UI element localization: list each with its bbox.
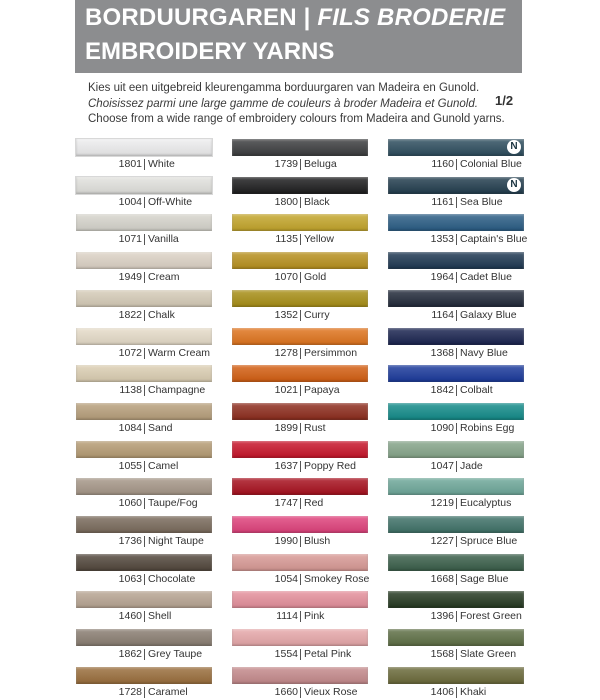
- label-divider: [456, 234, 457, 245]
- label-divider: [144, 536, 145, 547]
- label-divider: [144, 461, 145, 472]
- color-swatch: [232, 252, 368, 269]
- color-swatch: [388, 403, 524, 420]
- label-divider: [456, 348, 457, 359]
- color-swatch: [388, 441, 524, 458]
- color-code: 1747: [274, 497, 298, 509]
- swatch-label: [232, 233, 368, 247]
- color-name: Taupe/Fog: [148, 497, 198, 509]
- color-swatch: [388, 290, 524, 307]
- color-swatch: [76, 403, 212, 420]
- color-name: Eucalyptus: [460, 497, 512, 509]
- swatch-label: [76, 648, 212, 662]
- color-swatch: [76, 177, 212, 194]
- color-swatch: [232, 139, 368, 156]
- label-divider: [456, 197, 457, 208]
- swatch-label: [388, 460, 524, 474]
- color-code: 1160: [431, 158, 454, 170]
- color-swatch: [232, 516, 368, 533]
- label-divider: [456, 385, 457, 396]
- color-name: Shell: [148, 610, 172, 622]
- swatch-label: [76, 535, 212, 549]
- color-name: Blush: [304, 535, 331, 547]
- color-code: 1964: [430, 271, 454, 283]
- color-code: 1353: [430, 233, 454, 245]
- color-name: Colbalt: [460, 384, 493, 396]
- swatch-label: [76, 233, 212, 247]
- swatch-label: [388, 686, 524, 700]
- color-code: 1004: [118, 196, 142, 208]
- swatch-label: [232, 686, 368, 700]
- color-code: 1668: [430, 573, 454, 585]
- label-divider: [300, 310, 301, 321]
- swatch-label: [232, 497, 368, 511]
- color-name: Colonial Blue: [460, 158, 522, 170]
- color-swatch: [388, 252, 524, 269]
- swatch-label: [388, 384, 524, 398]
- color-code: 1161: [431, 196, 454, 208]
- label-divider: [456, 687, 457, 698]
- label-divider: [300, 574, 301, 585]
- color-swatch: [388, 629, 524, 646]
- swatch-label: [232, 648, 368, 662]
- color-name: Warm Cream: [148, 347, 211, 359]
- label-divider: [456, 159, 457, 170]
- swatch-label: [232, 573, 368, 587]
- color-swatch: [76, 365, 212, 382]
- color-name: Yellow: [304, 233, 334, 245]
- label-divider: [300, 385, 301, 396]
- new-badge-icon: N: [507, 178, 521, 192]
- swatch-label: [388, 309, 524, 323]
- swatch-label: [388, 648, 524, 662]
- page-header: [75, 0, 522, 73]
- color-name: Vieux Rose: [304, 686, 358, 698]
- color-swatch: [76, 214, 212, 231]
- color-code: 1114: [276, 610, 298, 622]
- color-code: 1063: [118, 573, 142, 585]
- label-divider: [144, 348, 145, 359]
- color-name: Persimmon: [304, 347, 358, 359]
- color-swatch: [76, 252, 212, 269]
- color-swatch: [76, 290, 212, 307]
- color-name: Beluga: [304, 158, 337, 170]
- label-divider: [456, 536, 457, 547]
- swatch-label: [232, 347, 368, 361]
- color-swatch: [76, 328, 212, 345]
- swatch-label: [388, 347, 524, 361]
- label-divider: [144, 498, 145, 509]
- swatch-label: [388, 158, 524, 172]
- label-divider: [144, 423, 145, 434]
- color-code: 1396: [430, 610, 454, 622]
- color-code: 1801: [118, 158, 142, 170]
- color-name: Poppy Red: [304, 460, 356, 472]
- label-divider: [300, 687, 301, 698]
- color-swatch: [232, 591, 368, 608]
- color-code: 1135: [275, 233, 298, 245]
- swatch-label: [76, 309, 212, 323]
- color-name: Red: [304, 497, 324, 509]
- label-divider: [144, 385, 145, 396]
- color-name: Galaxy Blue: [460, 309, 517, 321]
- color-code: 1660: [274, 686, 298, 698]
- swatch-label: [232, 271, 368, 285]
- color-swatch: [76, 667, 212, 684]
- color-name: Night Taupe: [148, 535, 204, 547]
- color-name: Forest Green: [460, 610, 522, 622]
- color-swatch: [76, 629, 212, 646]
- label-divider: [144, 197, 145, 208]
- label-divider: [300, 611, 301, 622]
- color-swatch: [76, 554, 212, 571]
- color-code: 1554: [274, 648, 298, 660]
- label-divider: [144, 687, 145, 698]
- title-french: FILS BRODERIE: [317, 4, 506, 31]
- color-swatch: [76, 591, 212, 608]
- color-name: Grey Taupe: [148, 648, 203, 660]
- color-name: White: [148, 158, 175, 170]
- color-code: 1739: [274, 158, 298, 170]
- label-divider: [456, 574, 457, 585]
- swatch-label: [232, 610, 368, 624]
- color-code: 1219: [430, 497, 454, 509]
- color-code: 1842: [430, 384, 454, 396]
- swatch-label: [388, 497, 524, 511]
- label-divider: [456, 461, 457, 472]
- color-code: 1047: [430, 460, 454, 472]
- label-divider: [456, 310, 457, 321]
- color-code: 1460: [118, 610, 142, 622]
- color-swatch: [232, 365, 368, 382]
- color-swatch: [232, 478, 368, 495]
- color-name: Pink: [304, 610, 325, 622]
- color-name: Caramel: [148, 686, 188, 698]
- swatch-label: [76, 347, 212, 361]
- label-divider: [300, 348, 301, 359]
- color-code: 1736: [118, 535, 142, 547]
- color-code: 1637: [274, 460, 298, 472]
- color-name: Robins Egg: [460, 422, 515, 434]
- color-code: 1084: [118, 422, 142, 434]
- label-divider: [300, 423, 301, 434]
- label-divider: [300, 272, 301, 283]
- color-code: 1899: [274, 422, 298, 434]
- color-swatch: [388, 554, 524, 571]
- color-swatch: [388, 516, 524, 533]
- label-divider: [300, 649, 301, 660]
- color-name: Petal Pink: [304, 648, 352, 660]
- swatch-label: [232, 384, 368, 398]
- color-code: 1352: [274, 309, 298, 321]
- label-divider: [300, 159, 301, 170]
- color-code: 1227: [430, 535, 454, 547]
- new-badge-icon: N: [507, 140, 521, 154]
- swatch-label: [388, 535, 524, 549]
- color-name: Navy Blue: [460, 347, 508, 359]
- color-name: Khaki: [460, 686, 487, 698]
- label-divider: [456, 272, 457, 283]
- label-divider: [300, 234, 301, 245]
- color-code: 1060: [118, 497, 142, 509]
- color-swatch: [76, 441, 212, 458]
- color-swatch: [388, 214, 524, 231]
- color-swatch: [232, 629, 368, 646]
- label-divider: [144, 234, 145, 245]
- color-code: 1138: [119, 384, 142, 396]
- color-swatch: [232, 177, 368, 194]
- label-divider: [144, 159, 145, 170]
- title-dutch: BORDUURGAREN |: [85, 4, 318, 31]
- color-code: 1090: [430, 422, 454, 434]
- swatch-label: [388, 196, 524, 210]
- color-name: Rust: [304, 422, 326, 434]
- color-name: Jade: [460, 460, 483, 472]
- color-name: Captain's Blue: [460, 233, 528, 245]
- swatch-label: [232, 460, 368, 474]
- color-swatch: [232, 214, 368, 231]
- swatch-label: [76, 610, 212, 624]
- color-name: Off-White: [148, 196, 193, 208]
- label-divider: [144, 574, 145, 585]
- color-swatch: [232, 554, 368, 571]
- intro-text: [88, 81, 508, 128]
- swatch-label: [388, 422, 524, 436]
- label-divider: [144, 611, 145, 622]
- swatch-label: [232, 158, 368, 172]
- label-divider: [456, 649, 457, 660]
- color-name: Smokey Rose: [304, 573, 370, 585]
- label-divider: [144, 649, 145, 660]
- color-code: 1862: [118, 648, 142, 660]
- color-code: 1822: [118, 309, 142, 321]
- color-swatch: [388, 667, 524, 684]
- color-code: 1072: [118, 347, 142, 359]
- swatch-label: [388, 610, 524, 624]
- color-swatch: [76, 478, 212, 495]
- color-swatch: [388, 365, 524, 382]
- color-name: Spruce Blue: [460, 535, 518, 547]
- title-english: EMBROIDERY YARNS: [85, 38, 335, 65]
- color-code: 1800: [274, 196, 298, 208]
- intro-french: Choisissez parmi une large gamme de couleurs à broder Madeira et Gunold.: [88, 97, 478, 110]
- color-code: 1164: [431, 309, 454, 321]
- page-number: 1/2: [495, 93, 514, 108]
- title-line-1: [85, 4, 505, 32]
- label-divider: [144, 310, 145, 321]
- color-swatch: [388, 177, 524, 194]
- label-divider: [300, 498, 301, 509]
- label-divider: [456, 498, 457, 509]
- color-name: Chocolate: [148, 573, 196, 585]
- swatch-label: [76, 460, 212, 474]
- color-swatch: [388, 139, 524, 156]
- color-name: Sea Blue: [460, 196, 503, 208]
- swatch-label: [232, 196, 368, 210]
- swatch-label: [76, 196, 212, 210]
- color-swatch: [388, 591, 524, 608]
- swatch-label: [76, 271, 212, 285]
- color-swatch: [232, 441, 368, 458]
- color-swatch: [76, 139, 212, 156]
- swatch-label: [232, 535, 368, 549]
- label-divider: [300, 461, 301, 472]
- color-name: Sand: [148, 422, 173, 434]
- color-name: Gold: [304, 271, 327, 283]
- color-swatch: [388, 478, 524, 495]
- swatch-label: [388, 271, 524, 285]
- color-swatch: [76, 516, 212, 533]
- swatch-label: [76, 422, 212, 436]
- label-divider: [144, 272, 145, 283]
- color-code: 1568: [430, 648, 454, 660]
- color-code: 1054: [274, 573, 298, 585]
- color-swatch: [388, 328, 524, 345]
- color-name: Black: [304, 196, 330, 208]
- label-divider: [300, 197, 301, 208]
- color-name: Champagne: [148, 384, 206, 396]
- color-code: 1990: [274, 535, 298, 547]
- intro-dutch: Kies uit een uitgebreid kleurengamma borduurgaren van Madeira en Gunold.: [88, 82, 480, 94]
- intro-english: Choose from a wide range of embroidery colours from Madeira and Gunold yarns.: [88, 113, 505, 125]
- color-name: Slate Green: [460, 648, 517, 660]
- color-name: Papaya: [304, 384, 340, 396]
- swatch-label: [76, 384, 212, 398]
- color-name: Sage Blue: [460, 573, 509, 585]
- color-code: 1070: [274, 271, 298, 283]
- swatch-label: [232, 422, 368, 436]
- color-name: Vanilla: [148, 233, 179, 245]
- color-code: 1728: [118, 686, 142, 698]
- label-divider: [300, 536, 301, 547]
- swatch-label: [76, 573, 212, 587]
- color-code: 1278: [274, 347, 298, 359]
- color-name: Curry: [304, 309, 330, 321]
- swatch-label: [76, 686, 212, 700]
- color-swatch: [232, 290, 368, 307]
- color-name: Chalk: [148, 309, 175, 321]
- swatch-label: [388, 573, 524, 587]
- color-swatch: [232, 403, 368, 420]
- swatch-label: [76, 497, 212, 511]
- color-code: 1368: [430, 347, 454, 359]
- swatch-label: [76, 158, 212, 172]
- color-code: 1071: [118, 233, 142, 245]
- color-code: 1949: [118, 271, 142, 283]
- label-divider: [456, 611, 457, 622]
- color-swatch: [232, 667, 368, 684]
- swatch-label: [388, 233, 528, 247]
- color-code: 1055: [118, 460, 142, 472]
- label-divider: [456, 423, 457, 434]
- color-code: 1021: [274, 384, 298, 396]
- color-code: 1406: [430, 686, 454, 698]
- color-name: Cream: [148, 271, 180, 283]
- color-name: Cadet Blue: [460, 271, 512, 283]
- color-swatch: [232, 328, 368, 345]
- swatch-label: [232, 309, 368, 323]
- color-name: Camel: [148, 460, 179, 472]
